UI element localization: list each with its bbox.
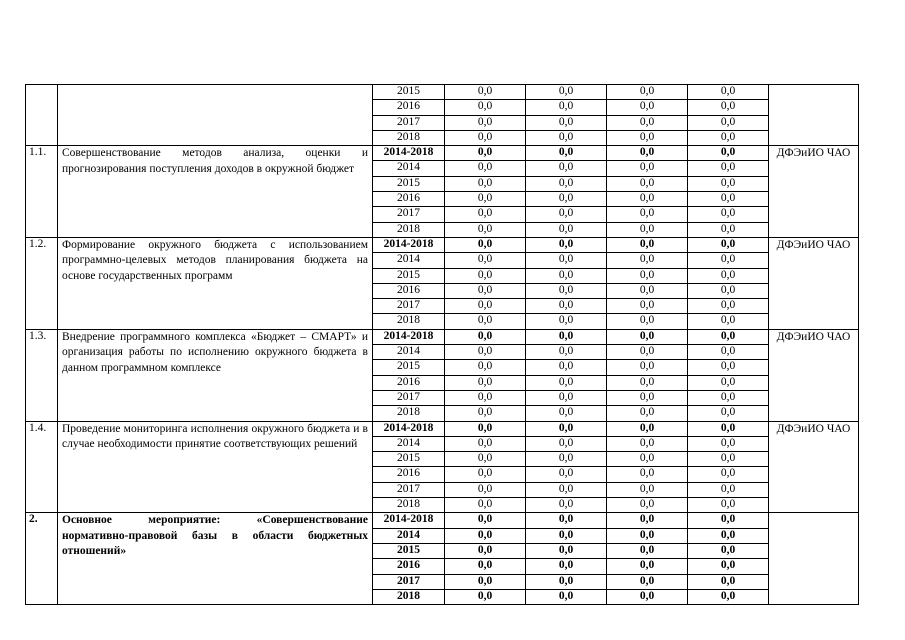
responsible-executor — [769, 513, 859, 605]
amount-cell: 0,0 — [607, 452, 688, 467]
amount-cell: 0,0 — [445, 406, 526, 421]
amount-cell: 0,0 — [688, 498, 769, 513]
amount-cell: 0,0 — [607, 513, 688, 528]
amount-cell: 0,0 — [688, 482, 769, 497]
amount-cell: 0,0 — [526, 452, 607, 467]
year-cell: 2014-2018 — [373, 237, 445, 252]
amount-cell: 0,0 — [688, 253, 769, 268]
amount-cell: 0,0 — [688, 421, 769, 436]
amount-cell: 0,0 — [607, 589, 688, 604]
amount-cell: 0,0 — [526, 192, 607, 207]
year-cell: 2018 — [373, 589, 445, 604]
year-cell: 2017 — [373, 207, 445, 222]
year-cell: 2016 — [373, 375, 445, 390]
amount-cell: 0,0 — [526, 406, 607, 421]
amount-cell: 0,0 — [445, 283, 526, 298]
amount-cell: 0,0 — [526, 589, 607, 604]
amount-cell: 0,0 — [445, 467, 526, 482]
year-cell: 2016 — [373, 559, 445, 574]
amount-cell: 0,0 — [445, 360, 526, 375]
amount-cell: 0,0 — [607, 115, 688, 130]
budget-table — [25, 84, 859, 605]
amount-cell: 0,0 — [526, 329, 607, 344]
amount-cell: 0,0 — [445, 299, 526, 314]
amount-cell: 0,0 — [445, 268, 526, 283]
amount-cell: 0,0 — [526, 237, 607, 252]
amount-cell: 0,0 — [688, 452, 769, 467]
year-cell: 2014-2018 — [373, 329, 445, 344]
amount-cell: 0,0 — [688, 360, 769, 375]
amount-cell: 0,0 — [445, 237, 526, 252]
amount-cell: 0,0 — [526, 161, 607, 176]
amount-cell: 0,0 — [607, 85, 688, 100]
table-row — [26, 85, 859, 100]
amount-cell: 0,0 — [445, 100, 526, 115]
year-cell: 2014 — [373, 253, 445, 268]
item-number: 1.1. — [26, 146, 58, 238]
year-cell: 2015 — [373, 543, 445, 558]
amount-cell: 0,0 — [445, 146, 526, 161]
amount-cell: 0,0 — [688, 283, 769, 298]
amount-cell: 0,0 — [526, 467, 607, 482]
amount-cell: 0,0 — [607, 574, 688, 589]
amount-cell: 0,0 — [607, 314, 688, 329]
year-cell: 2014 — [373, 436, 445, 451]
amount-cell: 0,0 — [688, 237, 769, 252]
amount-cell: 0,0 — [688, 130, 769, 145]
amount-cell: 0,0 — [607, 559, 688, 574]
amount-cell: 0,0 — [526, 283, 607, 298]
amount-cell: 0,0 — [607, 528, 688, 543]
amount-cell: 0,0 — [445, 559, 526, 574]
amount-cell: 0,0 — [688, 513, 769, 528]
amount-cell: 0,0 — [526, 115, 607, 130]
amount-cell: 0,0 — [607, 253, 688, 268]
amount-cell: 0,0 — [688, 574, 769, 589]
amount-cell: 0,0 — [688, 589, 769, 604]
item-number: 1.3. — [26, 329, 58, 421]
amount-cell: 0,0 — [526, 375, 607, 390]
amount-cell: 0,0 — [445, 115, 526, 130]
year-cell: 2017 — [373, 390, 445, 405]
table-row — [26, 513, 859, 528]
year-cell: 2016 — [373, 100, 445, 115]
year-cell: 2014 — [373, 345, 445, 360]
table-row — [26, 421, 859, 436]
activity-name: Основное мероприятие: «Совершенствование нормативно-правовой базы в области бюджетных отношений» — [58, 513, 373, 605]
activity-name: Внедрение программного комплекса «Бюджет – СМАРТ» и организация работы по исполнению окружного бюджета в данном программном комплексе — [58, 329, 373, 421]
amount-cell: 0,0 — [688, 299, 769, 314]
amount-cell: 0,0 — [688, 314, 769, 329]
amount-cell: 0,0 — [526, 100, 607, 115]
amount-cell: 0,0 — [607, 100, 688, 115]
amount-cell: 0,0 — [445, 222, 526, 237]
amount-cell: 0,0 — [607, 498, 688, 513]
amount-cell: 0,0 — [445, 85, 526, 100]
amount-cell: 0,0 — [526, 574, 607, 589]
amount-cell: 0,0 — [445, 329, 526, 344]
amount-cell: 0,0 — [688, 528, 769, 543]
amount-cell: 0,0 — [445, 130, 526, 145]
table-row — [26, 329, 859, 344]
amount-cell: 0,0 — [688, 176, 769, 191]
amount-cell: 0,0 — [526, 222, 607, 237]
amount-cell: 0,0 — [688, 345, 769, 360]
year-cell: 2015 — [373, 176, 445, 191]
amount-cell: 0,0 — [607, 268, 688, 283]
responsible-executor: ДФЭиИО ЧАО — [769, 329, 859, 421]
amount-cell: 0,0 — [607, 421, 688, 436]
year-cell: 2016 — [373, 192, 445, 207]
amount-cell: 0,0 — [607, 283, 688, 298]
amount-cell: 0,0 — [607, 436, 688, 451]
amount-cell: 0,0 — [607, 146, 688, 161]
amount-cell: 0,0 — [688, 222, 769, 237]
year-cell: 2018 — [373, 130, 445, 145]
amount-cell: 0,0 — [688, 192, 769, 207]
year-cell: 2017 — [373, 299, 445, 314]
amount-cell: 0,0 — [607, 130, 688, 145]
year-cell: 2017 — [373, 482, 445, 497]
year-cell: 2014-2018 — [373, 146, 445, 161]
amount-cell: 0,0 — [688, 207, 769, 222]
amount-cell: 0,0 — [607, 222, 688, 237]
responsible-executor: ДФЭиИО ЧАО — [769, 146, 859, 238]
amount-cell: 0,0 — [526, 390, 607, 405]
amount-cell: 0,0 — [607, 406, 688, 421]
activity-name: Совершенствование методов анализа, оценки и прогнозирования поступления доходов в окружной бюджет — [58, 146, 373, 238]
amount-cell: 0,0 — [445, 253, 526, 268]
amount-cell: 0,0 — [607, 161, 688, 176]
year-cell: 2016 — [373, 283, 445, 298]
amount-cell: 0,0 — [688, 436, 769, 451]
amount-cell: 0,0 — [526, 314, 607, 329]
amount-cell: 0,0 — [526, 421, 607, 436]
year-cell: 2018 — [373, 498, 445, 513]
amount-cell: 0,0 — [526, 528, 607, 543]
amount-cell: 0,0 — [526, 498, 607, 513]
responsible-executor: ДФЭиИО ЧАО — [769, 237, 859, 329]
amount-cell: 0,0 — [607, 345, 688, 360]
amount-cell: 0,0 — [526, 299, 607, 314]
amount-cell: 0,0 — [445, 436, 526, 451]
amount-cell: 0,0 — [445, 375, 526, 390]
item-number: 1.4. — [26, 421, 58, 513]
amount-cell: 0,0 — [607, 482, 688, 497]
amount-cell: 0,0 — [607, 360, 688, 375]
year-cell: 2016 — [373, 467, 445, 482]
activity-name: Проведение мониторинга исполнения окружного бюджета и в случае необходимости принятие соответствующих решений — [58, 421, 373, 513]
amount-cell: 0,0 — [526, 268, 607, 283]
amount-cell: 0,0 — [688, 146, 769, 161]
year-cell: 2017 — [373, 574, 445, 589]
amount-cell: 0,0 — [445, 176, 526, 191]
responsible-executor: ДФЭиИО ЧАО — [769, 421, 859, 513]
amount-cell: 0,0 — [607, 329, 688, 344]
amount-cell: 0,0 — [526, 559, 607, 574]
amount-cell: 0,0 — [607, 375, 688, 390]
amount-cell: 0,0 — [526, 482, 607, 497]
amount-cell: 0,0 — [526, 543, 607, 558]
amount-cell: 0,0 — [445, 314, 526, 329]
amount-cell: 0,0 — [445, 498, 526, 513]
amount-cell: 0,0 — [688, 543, 769, 558]
item-number: 1.2. — [26, 237, 58, 329]
amount-cell: 0,0 — [526, 345, 607, 360]
year-cell: 2015 — [373, 268, 445, 283]
amount-cell: 0,0 — [526, 207, 607, 222]
table-row — [26, 237, 859, 252]
amount-cell: 0,0 — [445, 513, 526, 528]
amount-cell: 0,0 — [688, 559, 769, 574]
amount-cell: 0,0 — [445, 589, 526, 604]
amount-cell: 0,0 — [526, 130, 607, 145]
amount-cell: 0,0 — [688, 268, 769, 283]
amount-cell: 0,0 — [607, 390, 688, 405]
amount-cell: 0,0 — [607, 192, 688, 207]
amount-cell: 0,0 — [607, 299, 688, 314]
amount-cell: 0,0 — [688, 467, 769, 482]
amount-cell: 0,0 — [445, 421, 526, 436]
year-cell: 2014 — [373, 528, 445, 543]
amount-cell: 0,0 — [607, 207, 688, 222]
year-cell: 2018 — [373, 406, 445, 421]
item-number: 2. — [26, 513, 58, 605]
amount-cell: 0,0 — [607, 176, 688, 191]
year-cell: 2018 — [373, 314, 445, 329]
activity-name: Формирование окружного бюджета с использованием программно-целевых методов планирования бюджета на основе государственных программ — [58, 237, 373, 329]
year-cell: 2015 — [373, 452, 445, 467]
amount-cell: 0,0 — [445, 345, 526, 360]
activity-name — [58, 85, 373, 146]
amount-cell: 0,0 — [688, 329, 769, 344]
amount-cell: 0,0 — [607, 543, 688, 558]
year-cell: 2015 — [373, 360, 445, 375]
amount-cell: 0,0 — [688, 161, 769, 176]
amount-cell: 0,0 — [445, 543, 526, 558]
item-number — [26, 85, 58, 146]
amount-cell: 0,0 — [445, 482, 526, 497]
amount-cell: 0,0 — [526, 513, 607, 528]
amount-cell: 0,0 — [445, 161, 526, 176]
amount-cell: 0,0 — [688, 406, 769, 421]
amount-cell: 0,0 — [688, 100, 769, 115]
table-body — [26, 85, 859, 605]
amount-cell: 0,0 — [445, 390, 526, 405]
amount-cell: 0,0 — [688, 390, 769, 405]
amount-cell: 0,0 — [445, 574, 526, 589]
year-cell: 2014 — [373, 161, 445, 176]
amount-cell: 0,0 — [526, 85, 607, 100]
amount-cell: 0,0 — [445, 192, 526, 207]
amount-cell: 0,0 — [526, 436, 607, 451]
year-cell: 2014-2018 — [373, 513, 445, 528]
year-cell: 2018 — [373, 222, 445, 237]
amount-cell: 0,0 — [526, 360, 607, 375]
year-cell: 2017 — [373, 115, 445, 130]
table-row — [26, 146, 859, 161]
amount-cell: 0,0 — [688, 115, 769, 130]
amount-cell: 0,0 — [445, 207, 526, 222]
amount-cell: 0,0 — [526, 146, 607, 161]
amount-cell: 0,0 — [526, 176, 607, 191]
amount-cell: 0,0 — [607, 467, 688, 482]
amount-cell: 0,0 — [526, 253, 607, 268]
amount-cell: 0,0 — [445, 528, 526, 543]
year-cell: 2015 — [373, 85, 445, 100]
amount-cell: 0,0 — [688, 85, 769, 100]
amount-cell: 0,0 — [607, 237, 688, 252]
amount-cell: 0,0 — [445, 452, 526, 467]
responsible-executor — [769, 85, 859, 146]
amount-cell: 0,0 — [688, 375, 769, 390]
year-cell: 2014-2018 — [373, 421, 445, 436]
